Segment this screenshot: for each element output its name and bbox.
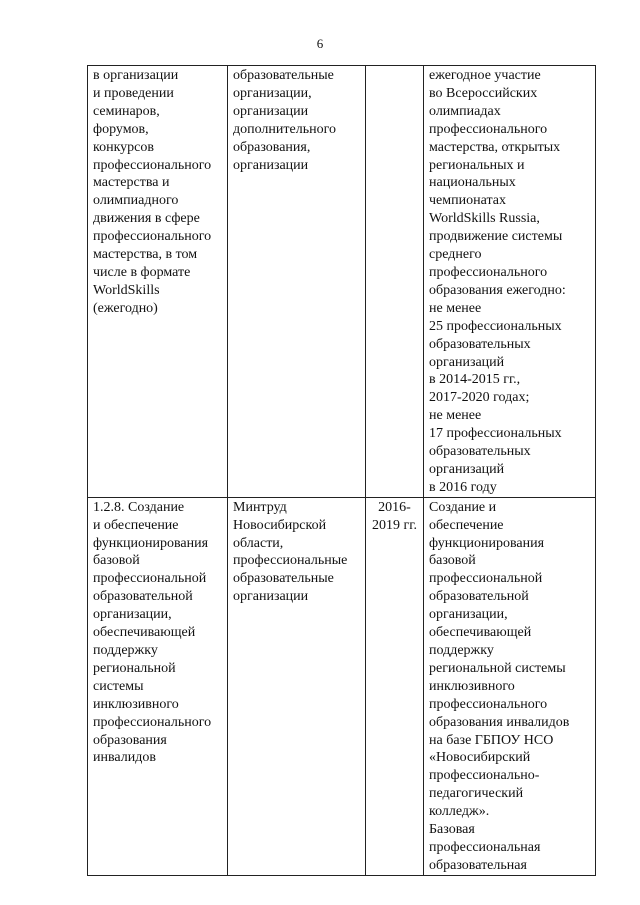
cell-text-line: и обеспечение (93, 517, 179, 533)
measures-table (87, 65, 596, 876)
cell-text-line: конкурсов (93, 139, 155, 155)
cell-text-line: инклюзивного (93, 696, 179, 712)
cell-text-line: образования (93, 732, 167, 748)
cell-text-line: семинаров, (93, 103, 160, 119)
cell-text-line: организации (233, 103, 309, 119)
cell-text-line: не менее (429, 408, 482, 424)
cell-text-line: 2016- (378, 499, 411, 515)
cell-text-line: обеспечивающей (429, 625, 532, 641)
cell-text-line: профессионального (429, 696, 548, 712)
cell-text-line: организаций (429, 354, 505, 370)
cell-text-line: на базе ГБПОУ НСО (429, 732, 554, 748)
cell-text-line: образовательная (429, 857, 527, 873)
cell-text-line: образовательные (233, 571, 334, 587)
cell-text-line: профессионального (429, 121, 548, 137)
executor-cell (228, 497, 366, 875)
cell-text-line: области, (233, 535, 284, 551)
cell-text-line: региональных и (429, 157, 525, 173)
result-cell (424, 497, 596, 875)
cell-text-line: профессиональной (93, 571, 207, 587)
cell-text-line: продвижение системы (429, 229, 563, 245)
cell-text-line: образовательные (233, 68, 334, 83)
cell-text-line: образования инвалидов (429, 714, 570, 730)
cell-text-line: инвалидов (93, 750, 156, 766)
cell-text-line: не менее (429, 300, 482, 316)
cell-text-line: WorldSkills Russia, (429, 211, 540, 227)
cell-text-line: в 2016 году (429, 479, 497, 495)
cell-text-line: организаций (429, 461, 505, 477)
cell-text-line: во Всероссийских (429, 85, 538, 101)
cell-text-line: базовой (429, 553, 476, 569)
cell-text-line: инклюзивного (429, 678, 515, 694)
period-cell (366, 66, 424, 498)
cell-text-line: мастерства и (93, 175, 170, 191)
cell-text-line: профессионального (93, 157, 212, 173)
cell-text-line: 25 профессиональных (429, 318, 562, 334)
cell-text-line: в 2014-2015 гг., (429, 372, 521, 388)
cell-text-line: 1.2.8. Создание (93, 499, 185, 515)
cell-text-line: национальных (429, 175, 516, 191)
cell-text-line: системы (93, 678, 144, 694)
cell-text-line: профессионального (93, 229, 212, 245)
table-row (88, 66, 596, 498)
result-cell (424, 66, 596, 498)
cell-text-line: профессиональные (233, 553, 348, 569)
cell-text-line: дополнительного (233, 121, 336, 137)
cell-text-line: организации, (429, 607, 508, 623)
cell-text-line: WorldSkills (93, 282, 160, 298)
cell-text-line: функционирования (93, 535, 209, 551)
cell-text-line: образовательных (429, 336, 531, 352)
cell-text-line: 2017-2020 годах; (429, 390, 530, 406)
table-row (88, 497, 596, 875)
cell-text-line: образовательных (429, 444, 531, 460)
cell-text-line: профессиональной (429, 571, 543, 587)
cell-text-line: базовой (93, 553, 140, 569)
cell-text-line: поддержку (429, 643, 494, 658)
cell-text-line: функционирования (429, 535, 545, 551)
cell-text-line: олимпиадах (429, 103, 501, 119)
page-number: 6 (316, 36, 324, 51)
cell-text-line: организации, (93, 607, 172, 623)
cell-text-line: обеспечивающей (93, 625, 196, 641)
cell-text-line: в организации (93, 68, 179, 83)
cell-text-line: среднего (429, 247, 482, 263)
cell-text-line: мастерства, открытых (429, 139, 561, 155)
cell-text-line: (ежегодно) (93, 300, 158, 316)
cell-text-line: мастерства, в том (93, 247, 198, 263)
cell-text-line: Создание и (429, 499, 497, 515)
executor-cell (228, 66, 366, 498)
cell-text-line: «Новосибирский (429, 750, 531, 766)
cell-text-line: Минтруд (233, 499, 287, 515)
cell-text-line: образовательной (429, 589, 529, 605)
cell-text-line: профессиональная (429, 839, 541, 855)
cell-text-line: образования ежегодно: (429, 282, 566, 298)
cell-text-line: 17 профессиональных (429, 426, 562, 442)
cell-text-line: педагогический (429, 786, 524, 802)
cell-text-line: образовательной (93, 589, 193, 605)
measure-name-cell (88, 497, 228, 875)
cell-text-line: региональной (93, 660, 176, 676)
cell-text-line: ежегодное участие (429, 68, 541, 83)
cell-text-line: 2019 гг. (372, 517, 417, 533)
cell-text-line: региональной системы (429, 660, 566, 676)
cell-text-line: профессионального (93, 714, 212, 730)
cell-text-line: Базовая (429, 822, 475, 838)
cell-text-line: организации (233, 157, 309, 173)
cell-text-line: профессионально- (429, 768, 540, 784)
measure-name-cell (88, 66, 228, 498)
cell-text-line: чемпионатах (429, 193, 506, 209)
cell-text-line: колледж». (429, 804, 490, 820)
cell-text-line: обеспечение (429, 517, 504, 533)
cell-text-line: Новосибирской (233, 517, 327, 533)
cell-text-line: числе в формате (93, 264, 191, 280)
cell-text-line: движения в сфере (93, 211, 200, 227)
cell-text-line: поддержку (93, 643, 158, 658)
cell-text-line: олимпиадного (93, 193, 179, 209)
cell-text-line: профессионального (429, 264, 548, 280)
cell-text-line: организации, (233, 85, 312, 101)
cell-text-line: и проведении (93, 85, 174, 101)
cell-text-line: образования, (233, 139, 311, 155)
period-cell (366, 497, 424, 875)
cell-text-line: форумов, (93, 121, 149, 137)
cell-text-line: организации (233, 589, 309, 605)
